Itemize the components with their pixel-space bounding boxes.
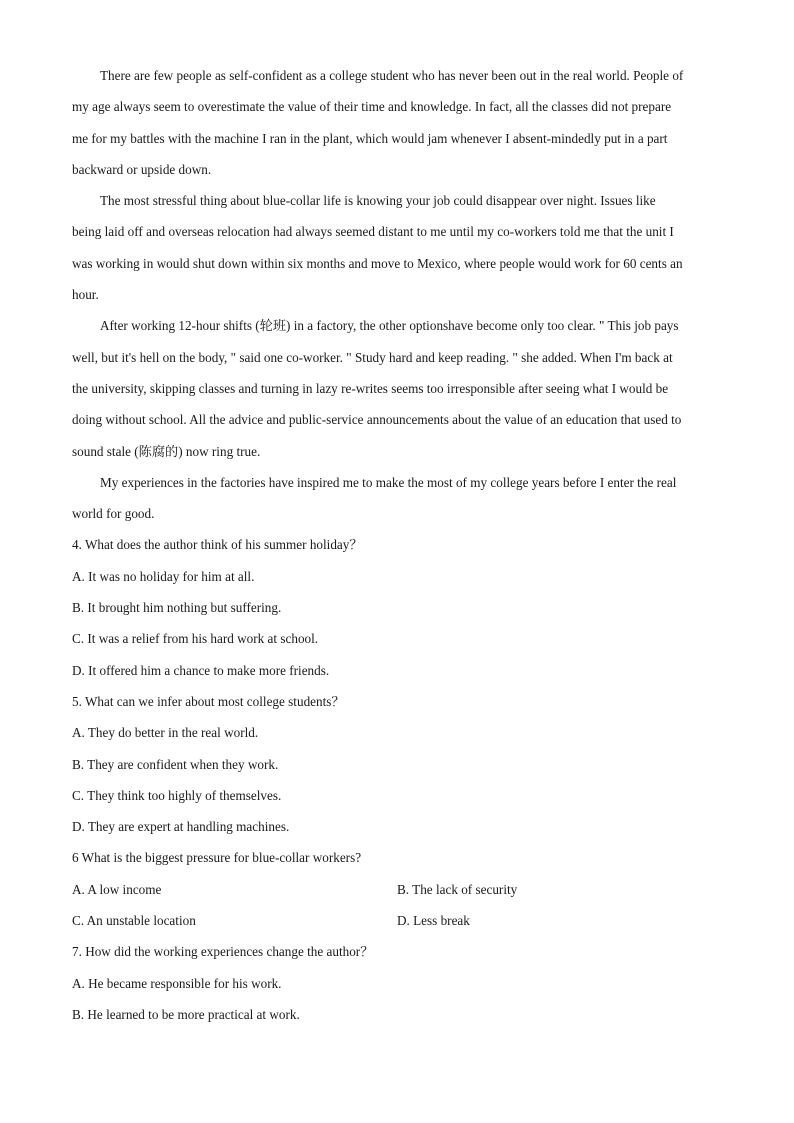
question-stem: 4. What does the author think of his summer holiday？ bbox=[72, 537, 363, 553]
question-list bbox=[72, 529, 722, 1030]
answer-option: B. It brought him nothing but suffering. bbox=[72, 600, 282, 616]
question-block bbox=[72, 529, 722, 685]
question-stem: 6 What is the biggest pressure for blue-collar workers? bbox=[72, 850, 362, 866]
paragraph-line: me for my battles with the machine I ran in the plant, which would jam whenever I absent-mindedly put in a part bbox=[72, 130, 668, 146]
answer-option: D. Less break bbox=[397, 913, 470, 929]
paragraph-line: world for good. bbox=[72, 506, 155, 522]
passage-paragraph bbox=[72, 310, 722, 466]
paragraph-line: well, but it's hell on the body, " said one co-worker. " Study hard and keep reading. " she added. When I'm back at bbox=[72, 349, 673, 365]
question-stem: 5. What can we infer about most college students？ bbox=[72, 693, 345, 709]
paragraph-line: my age always seem to overestimate the value of their time and knowledge. In fact, all the classes did not prepare bbox=[72, 99, 672, 115]
paragraph-line: There are few people as self-confident as a college student who has never been out in the real world. People of bbox=[100, 68, 684, 83]
answer-option: A. It was no holiday for him at all. bbox=[72, 568, 255, 584]
passage-paragraph bbox=[72, 60, 722, 185]
answer-option: C. An unstable location bbox=[72, 913, 196, 929]
paragraph-line: the university, skipping classes and turning in lazy re-writes seems too irresponsible after seeing what I would be bbox=[72, 380, 669, 396]
answer-option: C. They think too highly of themselves. bbox=[72, 787, 282, 803]
answer-option: D. They are expert at handling machines. bbox=[72, 819, 290, 835]
question-block bbox=[72, 936, 722, 1030]
answer-option: B. The lack of security bbox=[397, 881, 518, 897]
document-page bbox=[72, 60, 722, 1030]
paragraph-line: After working 12-hour shifts (轮班) in a factory, the other optionshave become only too clear. " This job pays bbox=[100, 318, 679, 334]
paragraph-line: The most stressful thing about blue-collar life is knowing your job could disappear over night. Issues like bbox=[100, 193, 656, 209]
question-stem: 7. How did the working experiences change the author？ bbox=[72, 944, 374, 960]
paragraph-line: backward or upside down. bbox=[72, 161, 212, 177]
option-row bbox=[72, 905, 722, 936]
answer-option: A. They do better in the real world. bbox=[72, 725, 259, 741]
paragraph-line: sound stale (陈腐的) now ring true. bbox=[72, 443, 261, 459]
answer-option: B. They are confident when they work. bbox=[72, 756, 279, 772]
answer-option: C. It was a relief from his hard work at school. bbox=[72, 631, 319, 647]
paragraph-line: being laid off and overseas relocation had always seemed distant to me until my co-workers told me that the unit I bbox=[72, 224, 674, 240]
paragraph-line: was working in would shut down within six months and move to Mexico, where people would work for 60 cents an bbox=[72, 255, 683, 271]
question-block bbox=[72, 686, 722, 842]
option-row bbox=[72, 874, 722, 905]
answer-option: A. He became responsible for his work. bbox=[72, 975, 282, 991]
paragraph-line: doing without school. All the advice and public-service announcements about the value of an education that used to bbox=[72, 412, 682, 428]
passage-paragraph bbox=[72, 467, 722, 530]
answer-option: B. He learned to be more practical at work. bbox=[72, 1006, 300, 1022]
answer-option: D. It offered him a chance to make more friends. bbox=[72, 662, 330, 678]
question-block bbox=[72, 842, 722, 936]
paragraph-line: hour. bbox=[72, 287, 99, 303]
answer-option: A. A low income bbox=[72, 881, 162, 897]
passage-paragraph bbox=[72, 185, 722, 310]
reading-passage bbox=[72, 60, 722, 529]
paragraph-line: My experiences in the factories have inspired me to make the most of my college years before I enter the real bbox=[100, 474, 677, 490]
